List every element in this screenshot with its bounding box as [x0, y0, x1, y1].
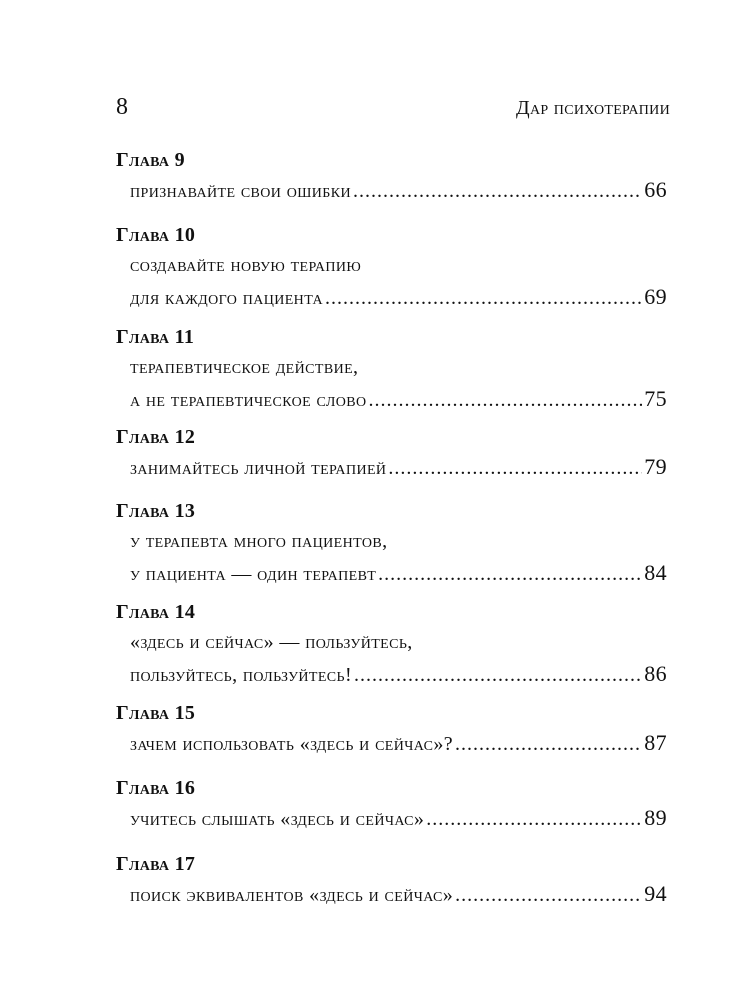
chapter-title[interactable] [130, 878, 667, 911]
page-ref: 66 [644, 177, 667, 202]
chapter-title-text: у терапевта много пациентов, [130, 530, 388, 552]
chapter-title-text: зачем использовать «здесь и сейчас»? [130, 733, 453, 755]
toc-chapter [116, 701, 667, 776]
chapter-title-text: признавайте свои ошибки [130, 180, 351, 202]
page-ref: 84 [644, 560, 667, 585]
chapter-label: Глава 15 [116, 702, 196, 724]
chapter-title-line [130, 557, 667, 590]
chapter-label: Глава 10 [116, 224, 196, 246]
page-ref: 79 [644, 454, 667, 479]
chapter-title[interactable] [130, 626, 667, 691]
chapter-title-line [130, 383, 667, 416]
chapter-label: Глава 11 [116, 326, 195, 348]
chapter-title-text: для каждого пациента [130, 287, 323, 309]
leader-dots [325, 282, 642, 314]
page-ref: 86 [644, 661, 667, 686]
toc-chapter [116, 600, 667, 701]
leader-dots [455, 879, 642, 911]
chapter-label: Глава 13 [116, 500, 196, 522]
leader-dots [455, 728, 642, 760]
chapter-title-text: терапевтическое действие, [130, 356, 359, 378]
toc-chapter [116, 852, 667, 926]
chapter-title-line [130, 174, 667, 207]
chapter-title-line [130, 281, 667, 314]
chapter-label: Глава 16 [116, 777, 196, 799]
chapter-title[interactable] [130, 174, 667, 207]
chapter-title-line [130, 525, 667, 557]
toc-chapter [116, 148, 667, 223]
chapter-title-line [130, 727, 667, 760]
toc-chapter [116, 776, 667, 852]
chapter-title-text: учитесь слышать «здесь и сейчас» [130, 808, 425, 830]
chapter-label: Глава 17 [116, 853, 196, 875]
page-number: 8 [116, 94, 128, 120]
chapter-label: Глава 14 [116, 601, 196, 623]
chapter-title[interactable] [130, 727, 667, 760]
leader-dots [354, 659, 642, 691]
chapter-title-line [130, 626, 667, 658]
leader-dots [378, 558, 642, 590]
chapter-title[interactable] [130, 802, 667, 835]
page-ref: 69 [644, 284, 667, 309]
chapter-title-line [130, 451, 667, 484]
chapter-label: Глава 9 [116, 149, 185, 171]
chapter-title[interactable] [130, 249, 667, 314]
leader-dots [353, 175, 642, 207]
chapter-title-text: у пациента — один терапевт [130, 563, 377, 585]
toc-chapter [116, 223, 667, 325]
leader-dots [426, 803, 642, 835]
chapter-title-text: «здесь и сейчас» — пользуйтесь, [130, 631, 413, 653]
chapter-title[interactable] [130, 525, 667, 590]
page-ref: 87 [644, 730, 667, 755]
leader-dots [369, 384, 643, 416]
chapter-title-line [130, 802, 667, 835]
chapter-title-text: поиск эквивалентов «здесь и сейчас» [130, 884, 454, 906]
chapter-title-text: создавайте новую терапию [130, 254, 362, 276]
page-ref: 75 [644, 386, 667, 411]
chapter-label: Глава 12 [116, 426, 196, 448]
leader-dots [388, 452, 642, 484]
table-of-contents [116, 148, 667, 926]
chapter-title-text: а не терапевтическое слово [130, 389, 367, 411]
chapter-title-text: занимайтесь личной терапией [130, 457, 387, 479]
toc-chapter [116, 425, 667, 499]
toc-chapter [116, 325, 667, 425]
chapter-title-line [130, 658, 667, 691]
chapter-title-line [130, 878, 667, 911]
page-ref: 89 [644, 805, 667, 830]
chapter-title-line [130, 351, 667, 383]
chapter-title[interactable] [130, 351, 667, 416]
chapter-title-text: пользуйтесь, пользуйтесь! [130, 664, 353, 686]
toc-chapter [116, 499, 667, 600]
chapter-title[interactable] [130, 451, 667, 484]
chapter-title-line [130, 249, 667, 281]
page-ref: 94 [644, 881, 667, 906]
running-title: Дар психотерапии [516, 97, 670, 119]
